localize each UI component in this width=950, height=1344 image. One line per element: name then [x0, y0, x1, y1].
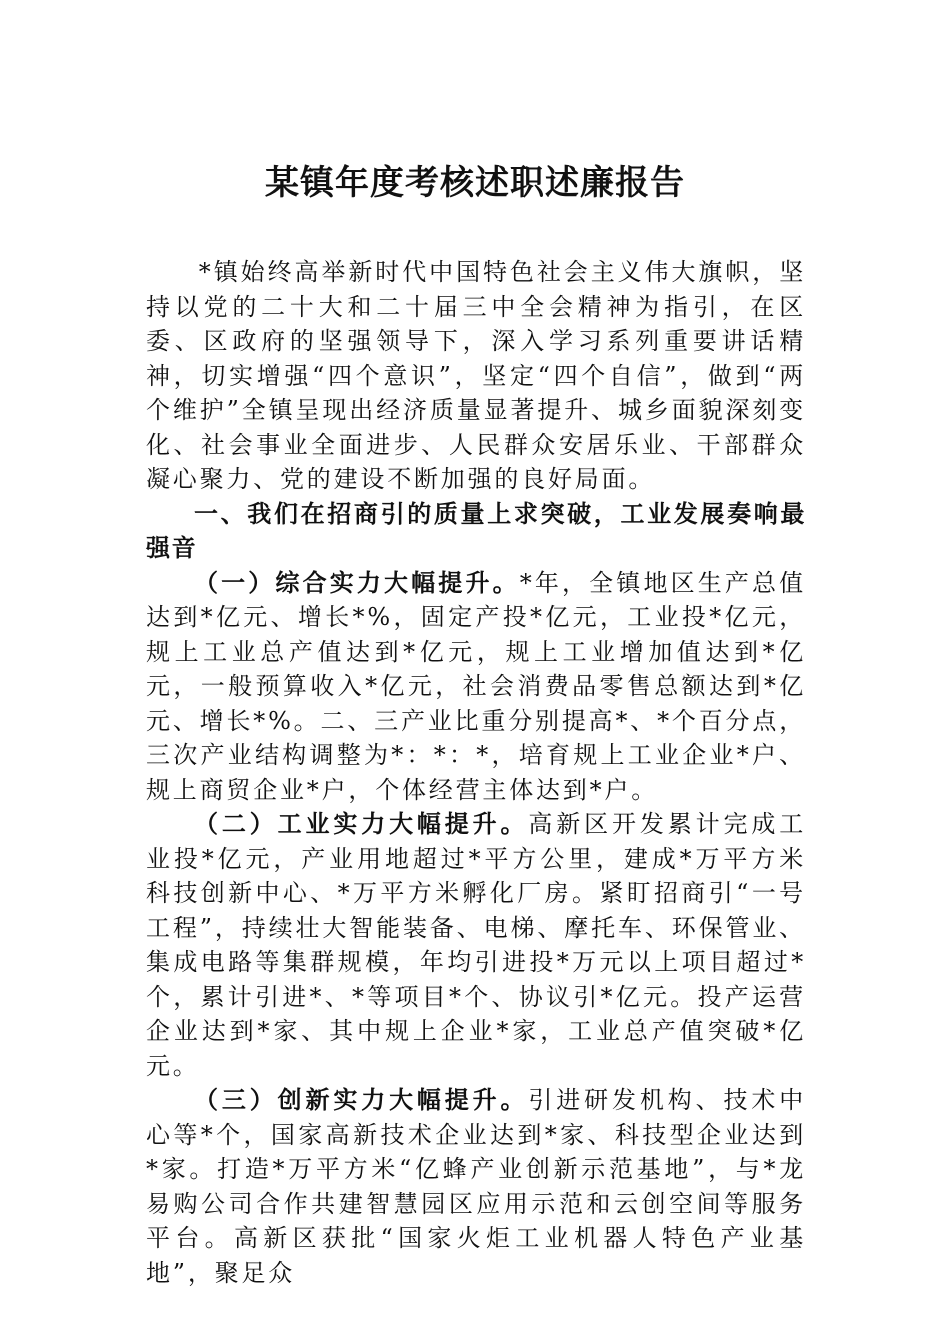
paragraph-text: 引进研发机构、技术中心等*个，国家高新技术企业达到*家、科技型企业达到*家。打造*万平方米“亿蜂产业创新示范基地”，与*龙易购公司合作共建智慧园区应用示范和云创空间等服务平台。高新区获批“国家火炬工业机器人特色产业基地”，聚足众	[146, 1086, 807, 1287]
paragraph-lead: （一）综合实力大幅提升。	[194, 567, 520, 597]
paragraph-comprehensive-strength	[146, 566, 806, 808]
paragraph-text: 高新区开发累计完成工业投*亿元，产业用地超过*平方公里，建成*万平方米科技创新中心、*万平方米孵化厂房。紧盯招商引“一号工程”，持续壮大智能装备、电梯、摩托车、环保管业、集成电路等集群规模，年均引进投*万元以上项目超过*个，累计引进*、*等项目*个、协议引*亿元。投产运营企业达到*家、其中规上企业*家，工业总产值突破*亿元。	[146, 810, 807, 1080]
paragraph-lead: （二）工业实力大幅提升。	[194, 809, 529, 838]
paragraph-innovation-strength	[146, 1083, 806, 1290]
paragraph-text: *年，全镇地区生产总值达到*亿元、增长*%，固定产投*亿元，工业投*亿元，规上工业总产值达到*亿元，规上工业增加值达到*亿元，一般预算收入*亿元，社会消费品零售总额达到*亿元、增长*%。二、三产业比重分别提高*、*个百分点，三次产业结构调整为*：*：*，培育规上工业企业*户、规上商贸企业*户，个体经营主体达到*户。	[146, 568, 806, 804]
document-title: 某镇年度考核述职述廉报告	[265, 163, 685, 203]
paragraph-lead: （三）创新实力大幅提升。	[194, 1085, 529, 1114]
paragraph-industrial-strength	[146, 807, 806, 1083]
section-heading-1: 一、我们在招商引的质量上求突破，工业发展奏响最强音	[146, 499, 806, 562]
intro-paragraph: *镇始终高举新时代中国特色社会主义伟大旗帜，坚持以党的二十大和二十届三中全会精神为指引，在区委、区政府的坚强领导下，深入学习系列重要讲话精神，切实增强“四个意识”，坚定“四个自信”，做到“两个维护”全镇呈现出经济质量显著提升、城乡面貌深刻变化、社会事业全面进步、人民群众安居乐业、干部群众凝心聚力、党的建设不断加强的良好局面。	[146, 258, 806, 493]
document-body	[146, 255, 806, 1290]
